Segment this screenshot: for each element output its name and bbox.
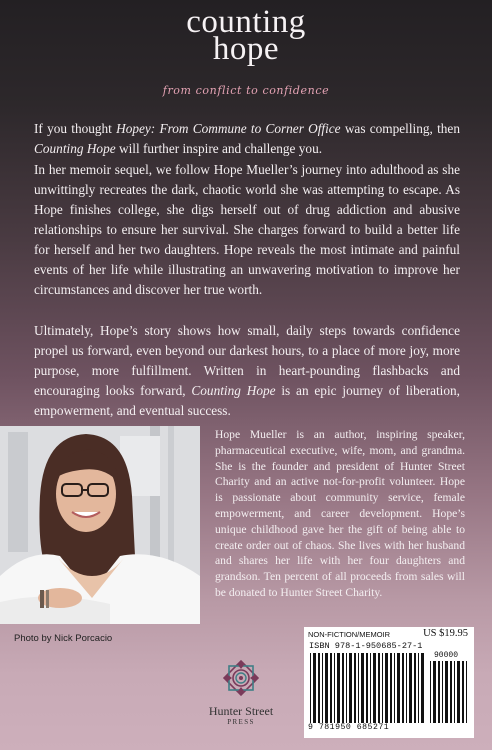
barcode-bar <box>358 653 359 723</box>
barcode-bar <box>457 661 460 723</box>
barcode-bar <box>370 653 371 723</box>
barcode-bar <box>442 661 443 723</box>
barcode-bar <box>433 661 436 723</box>
barcode-bar <box>421 653 424 723</box>
book-title-ref: Counting Hope <box>191 383 276 398</box>
barcode-bar <box>318 653 320 723</box>
price-label: US $19.95 <box>423 628 468 639</box>
publisher-name: Hunter Street <box>208 704 274 718</box>
mandala-icon <box>221 658 261 698</box>
author-photo <box>0 426 200 624</box>
price-addon-digits: 90000 <box>434 651 459 660</box>
addon-barcode <box>430 661 470 723</box>
barcode-bar <box>349 653 352 723</box>
barcode-bar <box>414 653 416 723</box>
ean-barcode <box>310 653 426 723</box>
barcode-bar <box>397 653 400 723</box>
author-portrait-illustration <box>0 426 200 624</box>
barcode-bar <box>450 661 452 723</box>
barcode-bar <box>322 653 323 723</box>
barcode-bar <box>310 653 311 723</box>
isbn-label: ISBN 978-1-950685-27-1 <box>309 641 423 651</box>
barcode-bar <box>406 653 407 723</box>
blurb-paragraph-2: In her memoir sequel, we follow Hope Mueller’s journey into adulthood as she unwittingly recreates the dark, chaotic world she was attempting to escape. As Hope finishes college, she digs herself out of drug addiction and abusive relationships to ensure her survival. She charges forward to build a better life for herself and her two daughters. Hope reveals the most intimate and painful events of her life while illustrating an unwavering motivation to improve her circumstances and discover her true worth. <box>34 162 460 297</box>
barcode-bar <box>390 653 392 723</box>
publisher-logo <box>196 658 286 726</box>
publisher-imprint: PRESS <box>227 718 255 726</box>
barcode-bar <box>330 653 332 723</box>
barcode-bar <box>462 661 464 723</box>
barcode-bar <box>385 653 388 723</box>
barcode-bar <box>402 653 404 723</box>
barcode-bar <box>409 653 412 723</box>
book-subtitle: from conflict to confidence <box>162 84 330 97</box>
book-title-line-1: counting <box>186 4 306 40</box>
blurb-paragraph-1: If you thought Hopey: From Commune to Corner Office was compelling, then Counting Hope will further inspire and challenge you. <box>34 121 460 156</box>
barcode-bar <box>382 653 383 723</box>
author-bio: Hope Mueller is an author, inspiring speaker, pharmaceutical executive, wife, mom, and grandma. She is the founder and president of Hunter Street Charity and an active not-for-profit volunteer. Hope is passionate about community service, female empowerment, and career development. Hope’s unique childhood gave her the gift of being able to create order out of chaos. She lives with her husband and shares her life with her four daughters and grandson. Ten percent of all proceeds from sales will be donated to Hunter Street Charity. <box>215 428 465 599</box>
barcode-bar <box>354 653 356 723</box>
barcode-bar <box>366 653 368 723</box>
barcode-bar <box>394 653 395 723</box>
barcode-bar <box>378 653 380 723</box>
barcode-bar <box>418 653 419 723</box>
barcode-bar <box>313 653 316 723</box>
book-title-ref: Counting Hope <box>34 141 116 156</box>
barcode-bar <box>454 661 455 723</box>
barcode-bar <box>346 653 347 723</box>
barcode-bar <box>325 653 328 723</box>
barcode-bar <box>342 653 344 723</box>
barcode-bar <box>361 653 364 723</box>
photo-credit: Photo by Nick Porcacio <box>14 633 113 644</box>
genre-label: NON-FICTION/MEMOIR <box>308 630 391 639</box>
barcode-bar <box>430 661 431 723</box>
barcode-bar <box>337 653 340 723</box>
book-title-line-2: hope <box>212 31 280 67</box>
barcode-bar <box>334 653 335 723</box>
barcode-bar <box>373 653 376 723</box>
barcode-digits: 9 781950 685271 <box>308 723 390 732</box>
prequel-title: Hopey: From Commune to Corner Office <box>116 121 341 136</box>
barcode-panel <box>304 627 474 738</box>
barcode-bar <box>466 661 467 723</box>
blurb-paragraph-3: Ultimately, Hope’s story shows how small, daily steps towards confidence propel us forward, even beyond our darkest hours, to a place of more joy, more purpose, more fulfillment. Written in heart-pounding flashbacks and encouraging looks forward, Counting Hope is an epic journey of liberation, empowerment, and eventual success. <box>34 323 460 418</box>
barcode-bar <box>445 661 448 723</box>
barcode-bar <box>438 661 440 723</box>
